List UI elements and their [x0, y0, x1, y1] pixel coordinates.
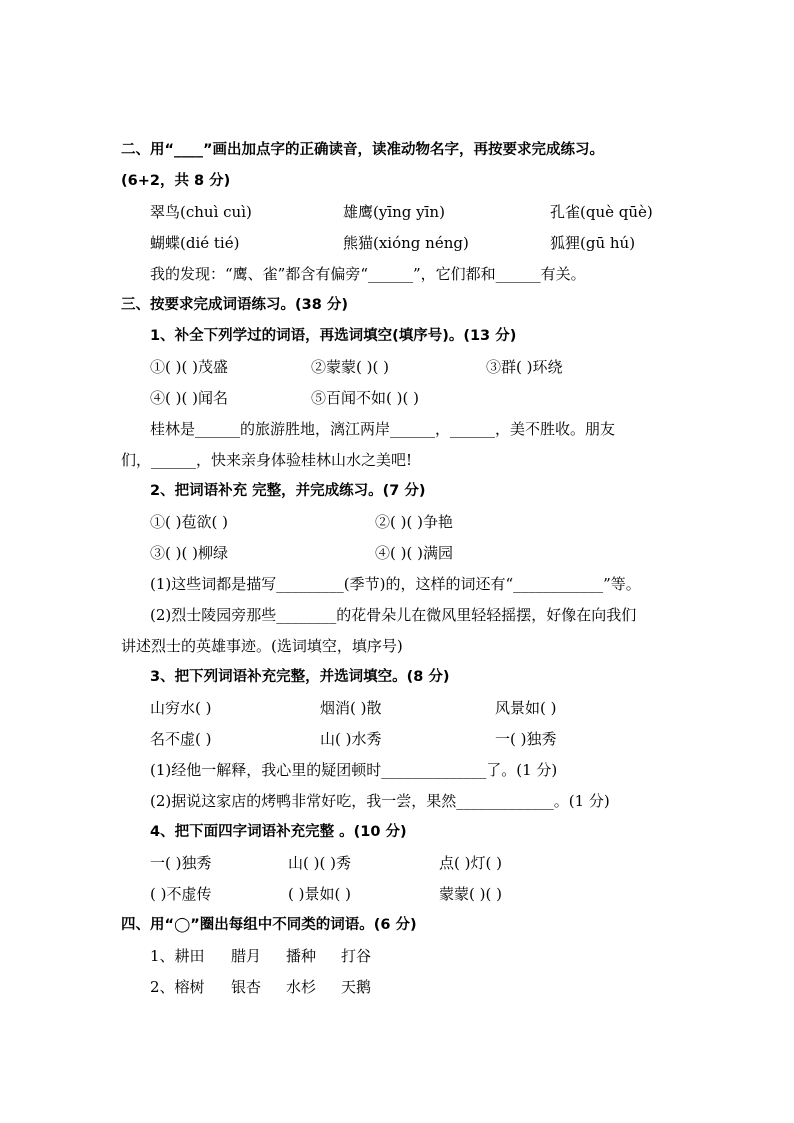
- word-option: 1、耕田: [150, 947, 205, 965]
- word-blank: ⑤百闻不如( )( ): [311, 389, 419, 407]
- word-blank: ( )景如( ): [288, 885, 351, 903]
- word-option: 2、榕树: [150, 978, 205, 996]
- pinyin-item: 孔雀(què qūè): [550, 203, 653, 221]
- pinyin-item: 熊猫(xióng néng): [343, 234, 469, 252]
- word-blank: ①( )苞欲( ): [150, 513, 228, 531]
- pinyin-item: 雄鹰(yīng yīn): [343, 203, 445, 221]
- pinyin-item: 翠鸟(chuì cuì): [150, 203, 252, 221]
- word-blank: 风景如( ): [495, 699, 557, 717]
- sub-question: (2)烈士陵园旁那些________的花骨朵儿在微风里轻轻摇摆，好像在向我们: [150, 606, 637, 624]
- word-blank: ③( )( )柳绿: [150, 544, 228, 562]
- word-blank: 一( )独秀: [150, 854, 212, 872]
- question-4-title: 4、把下面四字词语补充完整 。(10 分): [150, 824, 407, 840]
- word-blank: ②蒙蒙( )( ): [311, 358, 389, 376]
- sub-question: 讲述烈士的英雄事迹。(选词填空，填序号): [121, 637, 403, 655]
- word-blank: 一( )独秀: [495, 730, 557, 748]
- sub-question: (1)经他一解释，我心里的疑团顿时______________了。(1 分): [150, 761, 558, 779]
- pinyin-item: 蝴蝶(dié tié): [150, 234, 240, 252]
- word-option: 播种: [286, 947, 317, 965]
- word-blank: ④( )( )满园: [375, 544, 453, 562]
- fill-paragraph: 桂林是______的旅游胜地，漓江两岸______，______，美不胜收。朋友: [150, 420, 616, 438]
- question-1-title: 1、补全下列学过的词语，再选词填空(填序号)。(13 分): [150, 328, 517, 344]
- word-blank: ( )不虚传: [150, 885, 212, 903]
- pinyin-item: 狐狸(gū hú): [550, 234, 636, 252]
- section-3-heading: 三、按要求完成词语练习。(38 分): [121, 297, 348, 313]
- word-blank: 名不虚( ): [150, 730, 212, 748]
- word-option: 腊月: [231, 947, 262, 965]
- discovery-line: 我的发现：“鹰、雀”都含有偏旁“______”，它们都和______有关。: [150, 265, 586, 283]
- question-2-title: 2、把词语补充 完整，并完成练习。(7 分): [150, 483, 426, 499]
- word-option: 银杏: [231, 978, 262, 996]
- word-option: 水杉: [286, 978, 317, 996]
- word-blank: 山穷水( ): [150, 699, 212, 717]
- word-blank: ③群( )环绕: [486, 358, 563, 376]
- word-blank: ①( )( )茂盛: [150, 358, 228, 376]
- word-blank: 蒙蒙( )( ): [439, 885, 502, 903]
- word-blank: 烟消( )散: [320, 699, 382, 717]
- word-blank: 山( )( )秀: [288, 854, 351, 872]
- word-option: 打谷: [341, 947, 372, 965]
- section-2-score: (6+2，共 8 分): [121, 173, 231, 189]
- word-option: 天鹅: [341, 978, 372, 996]
- word-blank: 山( )水秀: [320, 730, 382, 748]
- section-4-heading: 四、用“◯”圈出每组中不同类的词语。(6 分): [121, 917, 417, 933]
- sub-question: (1)这些词都是描写_________(季节)的，这样的词还有“____________”等。: [150, 575, 641, 593]
- word-blank: ②( )( )争艳: [375, 513, 453, 531]
- sub-question: (2)据说这家店的烤鸭非常好吃，我一尝，果然_____________。(1 分): [150, 792, 610, 810]
- word-blank: 点( )灯( ): [439, 854, 502, 872]
- section-2-heading: 二、用“____”画出加点字的正确读音，读准动物名字，再按要求完成练习。: [121, 142, 605, 158]
- question-3-title: 3、把下列词语补充完整，并选词填空。(8 分): [150, 669, 450, 685]
- word-blank: ④( )( )闻名: [150, 389, 228, 407]
- fill-paragraph: 们，______，快来亲身体验桂林山水之美吧!: [121, 451, 413, 469]
